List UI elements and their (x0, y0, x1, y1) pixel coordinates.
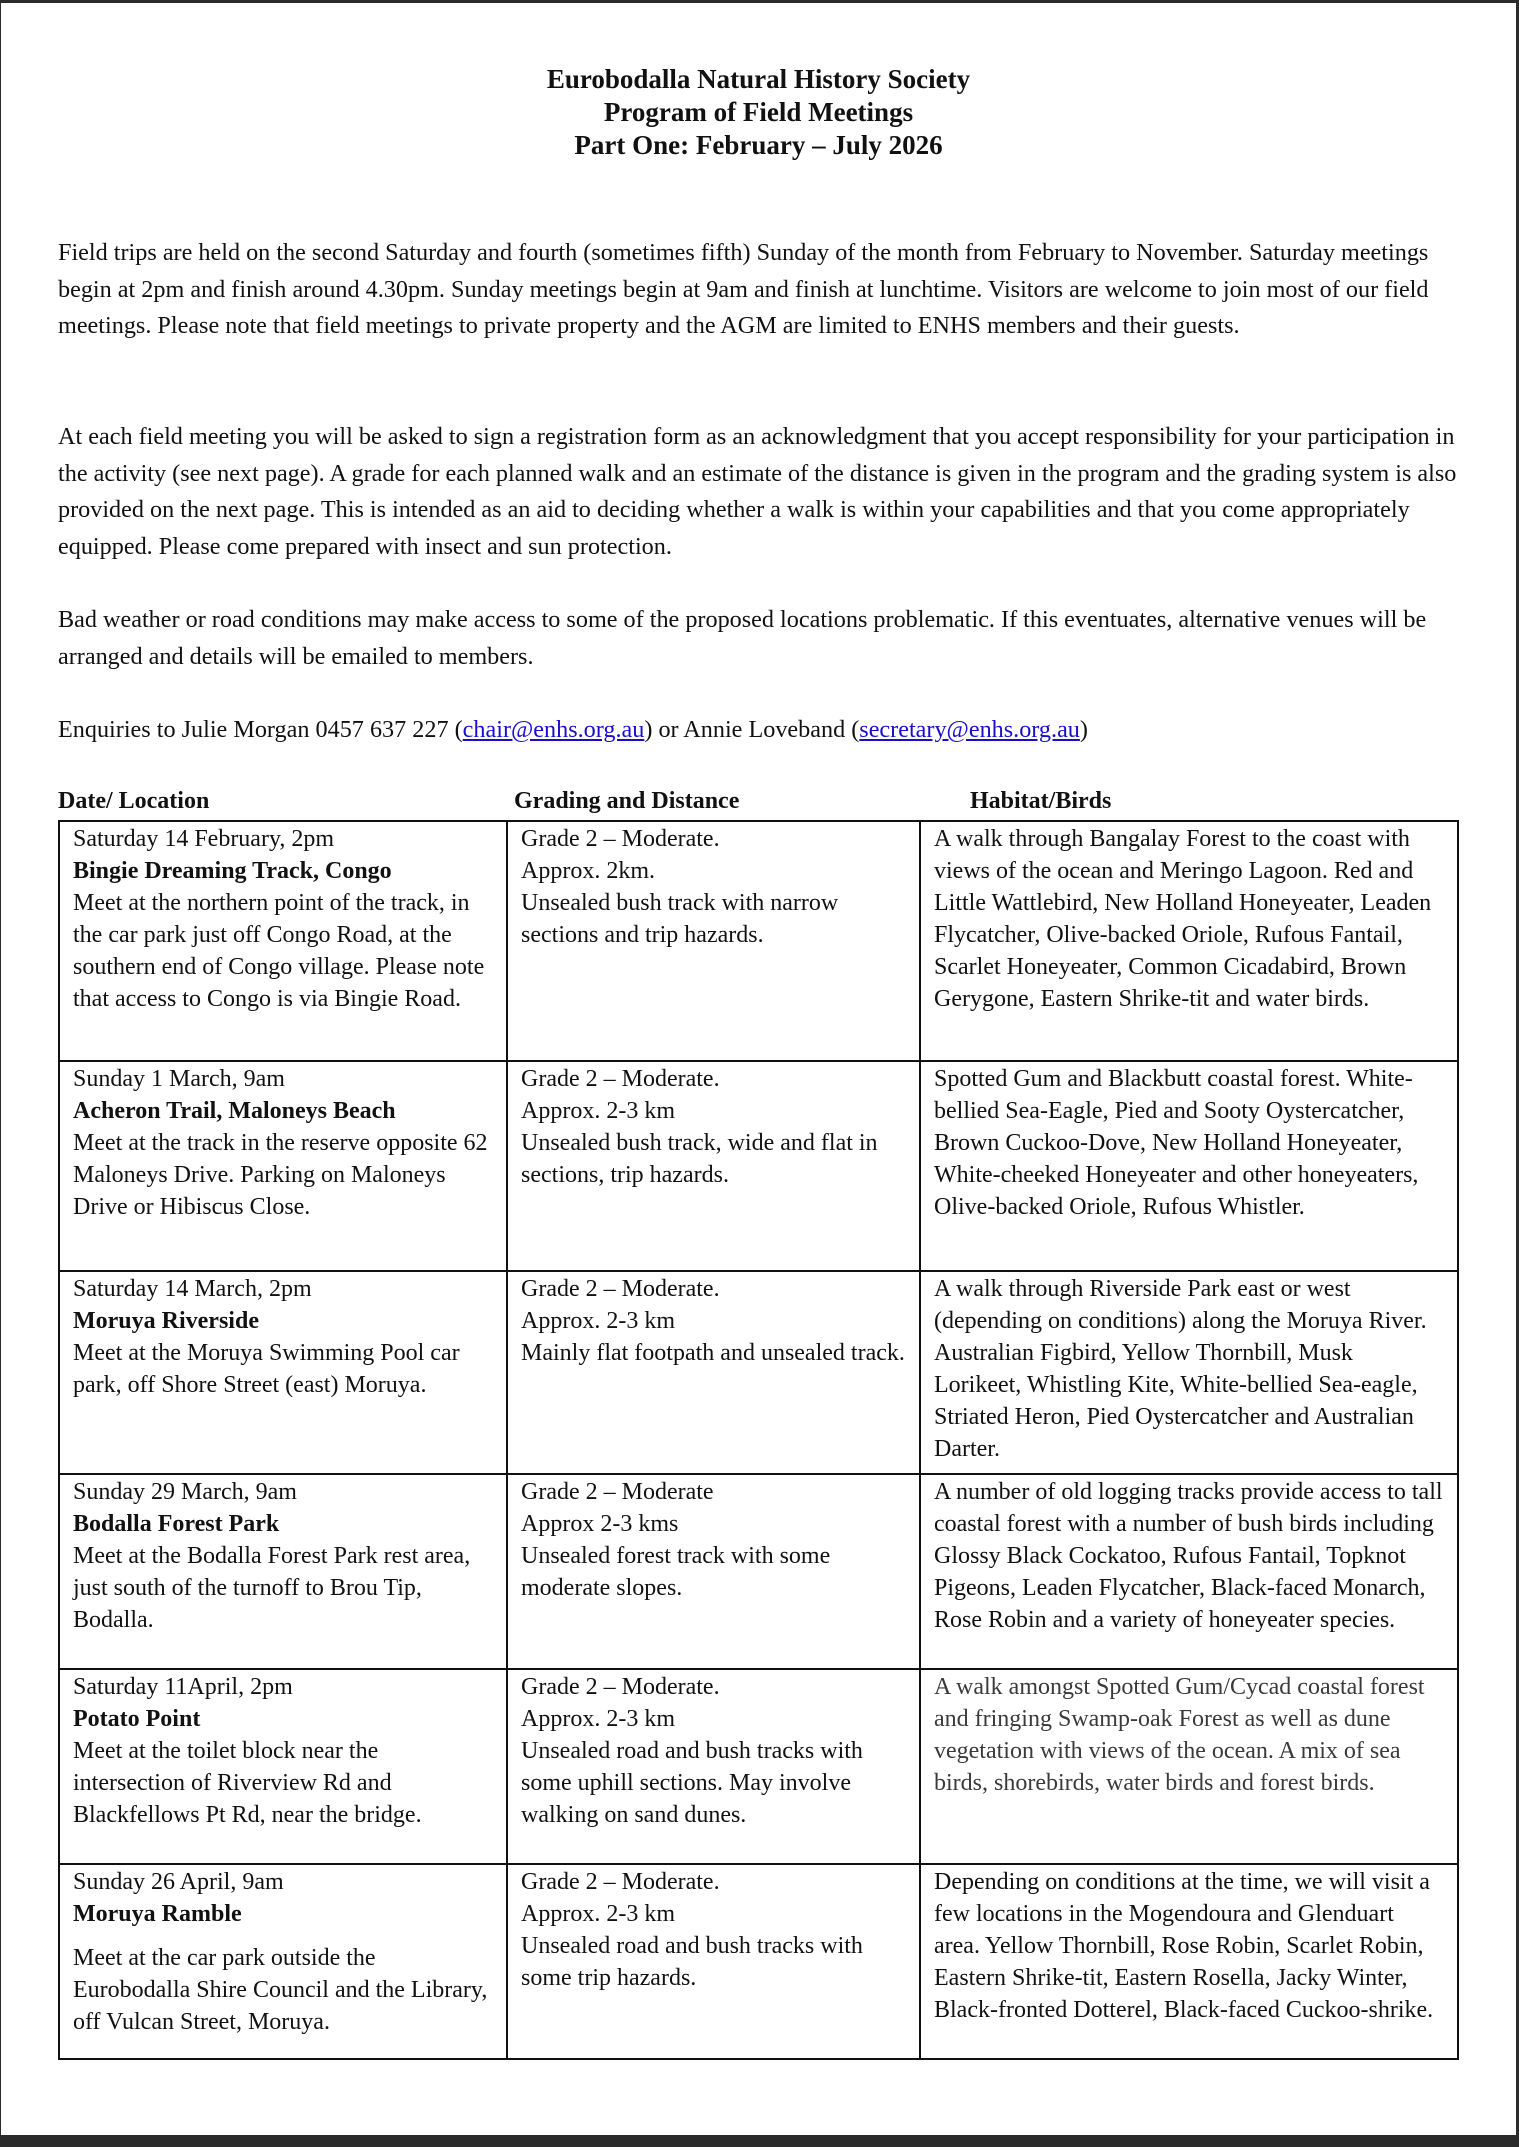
field-meetings-table (58, 820, 1459, 2060)
terrain: Unsealed bush track, wide and flat in sections, trip hazards. (521, 1130, 878, 1188)
enquiries-middle: ) or Annie Loveband ( (644, 716, 860, 743)
date-location-cell (59, 1271, 507, 1474)
table-column-headers (58, 788, 1458, 818)
meeting-location: Moruya Riverside (73, 1308, 259, 1334)
grade: Grade 2 – Moderate. (521, 1674, 720, 1700)
meeting-point: Meet at the toilet block near the intersection of Riverview Rd and Blackfellows Pt Rd, near the bridge. (73, 1738, 422, 1828)
distance: Approx. 2-3 km (521, 1901, 675, 1927)
title-society: Eurobodalla Natural History Society (546, 64, 971, 94)
title-part: Part One: February – July 2026 (574, 130, 943, 160)
distance: Approx 2-3 kms (521, 1511, 679, 1537)
table-row (59, 1669, 1458, 1864)
grade: Grade 2 – Moderate. (521, 826, 720, 852)
grading-cell (507, 1864, 920, 2059)
terrain: Unsealed forest track with some moderate slopes. (521, 1543, 831, 1601)
document-title (1, 63, 1516, 162)
header-date-location: Date/ Location (58, 788, 210, 814)
grading-cell (507, 1061, 920, 1271)
table-row (59, 1271, 1458, 1474)
date-location-cell (59, 1061, 507, 1271)
terrain: Unsealed bush track with narrow sections and trip hazards. (521, 890, 839, 948)
intro-paragraph-weather: Bad weather or road conditions may make access to some of the proposed locations problematic. If this eventuates, alternative venues will be arranged and details will be emailed to members. (58, 606, 1427, 670)
header-habitat-birds: Habitat/Birds (970, 788, 1112, 814)
table-row (59, 1061, 1458, 1271)
intro-paragraph-schedule: Field trips are held on the second Saturday and fourth (sometimes fifth) Sunday of the month from February to November. Saturday meetings begin at 2pm and finish around 4.30pm. Sunday meetings begin at 9am and finish at lunchtime. Visitors are welcome to join most of our field meetings. Please note that field meetings to private property and the AGM are limited to ENHS members and their guests. (58, 239, 1429, 339)
habitat-cell: Spotted Gum and Blackbutt coastal forest. White-bellied Sea-Eagle, Pied and Sooty Oystercatcher, Brown Cuckoo-Dove, New Holland Honeyeater, White-cheeked Honeyeater and other honeyeaters, Olive-backed Oriole, Rufous Whistler. (920, 1061, 1458, 1271)
distance: Approx. 2-3 km (521, 1706, 675, 1732)
habitat-cell: A walk through Bangalay Forest to the coast with views of the ocean and Meringo Lagoon. Red and Little Wattlebird, New Holland Honeyeater, Leaden Flycatcher, Olive-backed Oriole, Rufous Fantail, Scarlet Honeyeater, Common Cicadabird, Brown Gerygone, Eastern Shrike-tit and water birds. (920, 821, 1458, 1061)
secretary-email-link[interactable]: secretary@enhs.org.au (859, 716, 1080, 743)
grading-cell (507, 1669, 920, 1864)
table-row (59, 821, 1458, 1061)
header-grading-distance: Grading and Distance (514, 788, 740, 814)
document-page (1, 3, 1516, 2135)
enquiries-prefix: Enquiries to Julie Morgan 0457 637 227 ( (58, 716, 463, 743)
terrain: Unsealed road and bush tracks with some uphill sections. May involve walking on sand dunes. (521, 1738, 863, 1828)
date-location-cell (59, 1474, 507, 1669)
habitat-cell: A number of old logging tracks provide access to tall coastal forest with a number of bush birds including Glossy Black Cockatoo, Rufous Fantail, Topknot Pigeons, Leaden Flycatcher, Black-faced Monarch, Rose Robin and a variety of honeyeater species. (920, 1474, 1458, 1669)
meeting-location: Potato Point (73, 1706, 201, 1732)
chair-email-link[interactable]: chair@enhs.org.au (462, 716, 645, 743)
date-location-cell (59, 1669, 507, 1864)
grade: Grade 2 – Moderate (521, 1479, 714, 1505)
grade: Grade 2 – Moderate. (521, 1066, 720, 1092)
meeting-point: Meet at the Bodalla Forest Park rest area, just south of the turnoff to Brou Tip, Bodalla. (73, 1543, 471, 1633)
table-row (59, 1474, 1458, 1669)
terrain: Mainly flat footpath and unsealed track. (521, 1340, 905, 1366)
meeting-date: Sunday 1 March, 9am (73, 1066, 285, 1092)
grading-cell (507, 1271, 920, 1474)
enquiries-suffix: ) (1079, 716, 1088, 743)
meeting-point: Meet at the car park outside the Eurobodalla Shire Council and the Library, off Vulcan Street, Moruya. (73, 1945, 488, 2035)
meeting-date: Sunday 29 March, 9am (73, 1479, 297, 1505)
date-location-cell (59, 1864, 507, 2059)
meeting-date: Saturday 14 February, 2pm (73, 826, 335, 852)
meeting-point: Meet at the track in the reserve opposite 62 Maloneys Drive. Parking on Maloneys Drive or Hibiscus Close. (73, 1130, 488, 1220)
habitat-cell: Depending on conditions at the time, we will visit a few locations in the Mogendoura and Glenduart area. Yellow Thornbill, Rose Robin, Scarlet Robin, Eastern Shrike-tit, Eastern Rosella, Jacky Winter, Black-fronted Dotterel, Black-faced Cuckoo-shrike. (920, 1864, 1458, 2059)
distance: Approx. 2-3 km (521, 1308, 675, 1334)
title-program: Program of Field Meetings (603, 97, 914, 127)
meeting-location: Moruya Ramble (73, 1901, 242, 1927)
distance: Approx. 2km. (521, 858, 655, 884)
meeting-date: Saturday 14 March, 2pm (73, 1276, 312, 1302)
meeting-point: Meet at the northern point of the track, in the car park just off Congo Road, at the southern end of Congo village. Please note that access to Congo is via Bingie Road. (73, 890, 485, 1012)
distance: Approx. 2-3 km (521, 1098, 675, 1124)
grade: Grade 2 – Moderate. (521, 1869, 720, 1895)
meeting-date: Saturday 11April, 2pm (73, 1674, 293, 1700)
enquiries-line (58, 712, 1458, 749)
meeting-location: Bingie Dreaming Track, Congo (73, 858, 392, 884)
meeting-location: Acheron Trail, Maloneys Beach (73, 1098, 396, 1124)
grading-cell (507, 821, 920, 1061)
table-row (59, 1864, 1458, 2059)
habitat-cell: A walk through Riverside Park east or west (depending on conditions) along the Moruya River. Australian Figbird, Yellow Thornbill, Musk Lorikeet, Whistling Kite, White-bellied Sea-eagle, Striated Heron, Pied Oystercatcher and Australian Darter. (920, 1271, 1458, 1474)
meeting-location: Bodalla Forest Park (73, 1511, 280, 1537)
habitat-cell: A walk amongst Spotted Gum/Cycad coastal forest and fringing Swamp-oak Forest as well as dune vegetation with views of the ocean. A mix of sea birds, shorebirds, water birds and forest birds. (920, 1669, 1458, 1864)
meeting-date: Sunday 26 April, 9am (73, 1869, 284, 1895)
grading-cell (507, 1474, 920, 1669)
grade: Grade 2 – Moderate. (521, 1276, 720, 1302)
date-location-cell (59, 821, 507, 1061)
intro-paragraph-registration: At each field meeting you will be asked to sign a registration form as an acknowledgment that you accept responsibility for your participation in the activity (see next page). A grade for each planned walk and an estimate of the distance is given in the program and the grading system is also provided on the next page. This is intended as an aid to deciding whether a walk is within your capabilities and that you come appropriately equipped. Please come prepared with insect and sun protection. (58, 423, 1457, 560)
meeting-point: Meet at the Moruya Swimming Pool car park, off Shore Street (east) Moruya. (73, 1340, 460, 1398)
terrain: Unsealed road and bush tracks with some trip hazards. (521, 1933, 863, 1991)
